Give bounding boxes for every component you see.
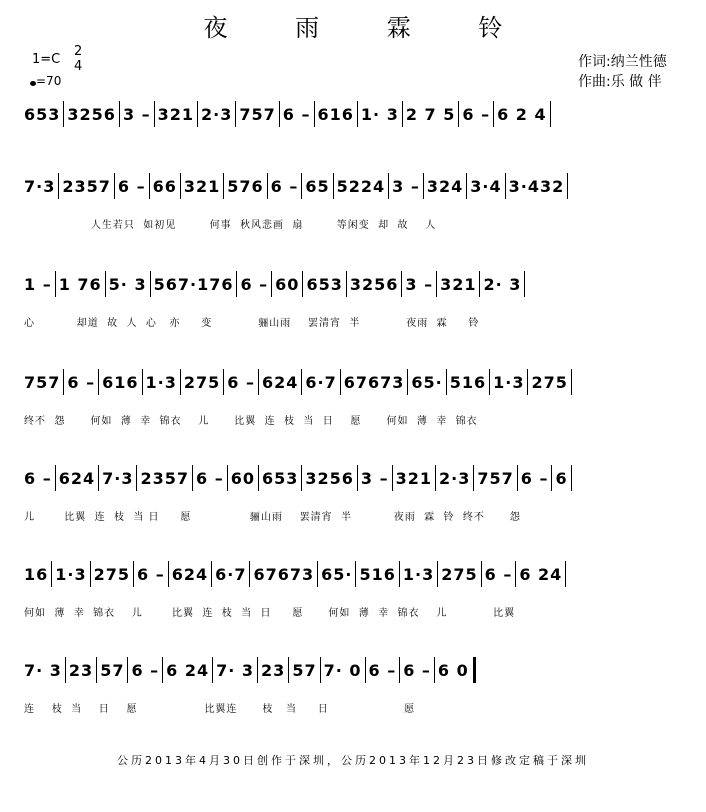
measure: 3256: [67, 104, 116, 124]
measure: 2357: [140, 468, 189, 488]
barline: [473, 465, 474, 491]
measure: 321: [183, 176, 221, 196]
measure: 624: [261, 372, 299, 392]
barline: [150, 271, 151, 297]
lyrics-line: 终不 怨 何如 薄 幸 锦衣 儿 比翼 连 枝 当 日 愿 何如 薄 幸 锦衣: [24, 416, 478, 427]
measure: 6 –: [24, 468, 52, 488]
measure: 7· 3: [24, 660, 62, 680]
barline: [98, 369, 99, 395]
measure: 3256: [305, 468, 354, 488]
measure: 6 –: [484, 564, 513, 584]
barline: [114, 173, 115, 199]
score-row: [24, 464, 684, 523]
measure: 7·3: [24, 176, 56, 196]
measure: 1·3: [55, 564, 87, 584]
key-signature: 1=C: [32, 52, 61, 67]
notation-line: [24, 560, 684, 588]
barline: [466, 173, 467, 199]
measure: 7·3: [102, 468, 134, 488]
barline: [90, 561, 91, 587]
barline: [223, 173, 224, 199]
measure: 275: [183, 372, 221, 392]
score-row: [24, 656, 684, 715]
lyrics-line: 连 枝 当 日 愿 比翼连 枝 当 日 愿: [24, 704, 416, 715]
measure: 65·: [321, 564, 353, 584]
barline: [212, 657, 213, 683]
barline: [168, 561, 169, 587]
barline: [314, 101, 315, 127]
barline: [402, 101, 403, 127]
measure: 6 –: [520, 468, 549, 488]
measure: 1·3: [145, 372, 177, 392]
lyricist: 作词:纳兰性德: [578, 54, 667, 70]
barline: [55, 271, 56, 297]
measure: 2 7 5: [405, 104, 456, 124]
barline: [571, 465, 572, 491]
barline: [423, 173, 424, 199]
barline: [63, 101, 64, 127]
barline: [473, 657, 476, 683]
barline: [388, 173, 389, 199]
measure: 1 76: [58, 274, 102, 294]
measure: 23: [68, 660, 94, 680]
barline: [301, 173, 302, 199]
barline: [149, 173, 150, 199]
time-signature: [74, 44, 82, 74]
composer: 作曲:乐 做 伴: [578, 74, 662, 90]
barline: [223, 369, 224, 395]
barline: [55, 465, 56, 491]
measure: 6 –: [368, 660, 397, 680]
measure: 624: [58, 468, 96, 488]
barline: [489, 369, 490, 395]
barline: [436, 271, 437, 297]
barline: [357, 465, 358, 491]
barline: [551, 465, 552, 491]
tempo-value: =70: [36, 74, 62, 88]
footer-note: 公历2013年4月30日创作于深圳，公历2013年12月23日修改定稿于深圳: [117, 754, 589, 767]
measure: 6 –: [117, 176, 146, 196]
barline: [302, 271, 303, 297]
barline: [98, 465, 99, 491]
measure: 7· 0: [323, 660, 362, 680]
score-row: [24, 560, 684, 619]
measure: 653: [306, 274, 343, 294]
measure: 1·3: [402, 564, 435, 584]
measure: 6 24: [519, 564, 563, 584]
barline: [267, 173, 268, 199]
measure: 275: [441, 564, 478, 584]
measure: 321: [157, 104, 195, 124]
measure: 7· 3: [216, 660, 255, 680]
measure: 6 –: [227, 372, 255, 392]
barline: [192, 465, 193, 491]
notation-line: [24, 100, 684, 128]
barline: [301, 369, 302, 395]
barline: [51, 561, 52, 587]
measure: 5· 3: [108, 274, 147, 294]
barline: [517, 465, 518, 491]
barline: [437, 561, 438, 587]
measure: 6 –: [137, 564, 165, 584]
barline: [458, 101, 459, 127]
barline: [355, 561, 356, 587]
measure: 3 –: [360, 468, 389, 488]
barline: [211, 561, 212, 587]
measure: 567·176: [153, 274, 234, 294]
barline: [279, 101, 280, 127]
barline: [481, 561, 482, 587]
barline: [333, 173, 334, 199]
barline: [505, 173, 506, 199]
notation-line: [24, 368, 684, 396]
measure: 6 –: [195, 468, 224, 488]
measure: 3256: [349, 274, 399, 294]
measure: 6 24: [166, 660, 210, 680]
notation-line: [24, 656, 684, 684]
measure: 576: [227, 176, 264, 196]
barline: [571, 369, 572, 395]
measure: 23: [261, 660, 286, 680]
barline: [346, 271, 347, 297]
notation-line: [24, 464, 684, 492]
barline: [142, 369, 143, 395]
measure: 66: [152, 176, 177, 196]
measure: 275: [531, 372, 568, 392]
measure: 275: [93, 564, 131, 584]
barline: [479, 271, 480, 297]
barline: [58, 173, 59, 199]
measure: 6 –: [131, 660, 160, 680]
barline: [96, 657, 97, 683]
notation-line: [24, 270, 684, 298]
barline: [227, 465, 228, 491]
barline: [392, 465, 393, 491]
barline: [399, 657, 400, 683]
barline: [565, 561, 566, 587]
barline: [527, 369, 528, 395]
measure: 2357: [62, 176, 111, 196]
measure: 6 –: [403, 660, 431, 680]
measure: 60: [230, 468, 255, 488]
barline: [399, 561, 400, 587]
measure: 3·4: [470, 176, 502, 196]
measure: 57: [292, 660, 317, 680]
measure: 2·3: [439, 468, 471, 488]
barline: [257, 657, 258, 683]
measure: 757: [24, 372, 61, 392]
measure: 516: [449, 372, 487, 392]
barline: [119, 101, 120, 127]
measure: 2·3: [201, 104, 233, 124]
measure: 6 2 4: [497, 104, 547, 124]
barline: [515, 561, 516, 587]
lyrics-line: 何如 薄 幸 锦衣 儿 比翼 连 枝 当 日 愿 何如 薄 幸 锦衣 儿 比翼: [24, 608, 516, 619]
barline: [567, 173, 568, 199]
barline: [493, 101, 494, 127]
measure: 57: [100, 660, 125, 680]
barline: [340, 369, 341, 395]
measure: 3 –: [122, 104, 151, 124]
measure: 6 –: [282, 104, 311, 124]
barline: [288, 657, 289, 683]
lyrics-line: 人生若只 如初见 何事 秋风悲画 扇 等闲变 却 故 人: [24, 220, 437, 231]
measure: 757: [477, 468, 514, 488]
measure: 6 –: [462, 104, 491, 124]
barline: [401, 271, 402, 297]
barline: [357, 101, 358, 127]
measure: 653: [24, 104, 61, 124]
barline: [65, 657, 66, 683]
score-row: [24, 100, 684, 140]
measure: 6·7: [305, 372, 337, 392]
measure: 616: [102, 372, 139, 392]
barline: [136, 465, 137, 491]
barline: [236, 271, 237, 297]
barline: [301, 465, 302, 491]
measure: 65·: [411, 372, 443, 392]
measure: 1· 3: [360, 104, 399, 124]
tempo-marking: [30, 74, 61, 88]
barline: [197, 101, 198, 127]
score-row: [24, 270, 684, 329]
measure: 65: [305, 176, 330, 196]
barline: [435, 465, 436, 491]
measure: 60: [275, 274, 300, 294]
measure: 616: [317, 104, 354, 124]
barline: [317, 561, 318, 587]
measure: 321: [395, 468, 432, 488]
barline: [180, 173, 181, 199]
measure: 624: [171, 564, 209, 584]
measure: 3·432: [508, 176, 565, 196]
measure: 324: [426, 176, 464, 196]
measure: 3 –: [392, 176, 420, 196]
measure: 6·7: [215, 564, 247, 584]
credits: [578, 52, 667, 92]
time-signature-bottom: 4: [74, 59, 83, 74]
measure: 1 –: [24, 274, 52, 294]
measure: 1·3: [493, 372, 525, 392]
measure: 67673: [343, 372, 405, 392]
barline: [365, 657, 366, 683]
measure: 6 0: [437, 660, 469, 680]
score-row: [24, 368, 684, 427]
barline: [550, 101, 551, 127]
barline: [133, 561, 134, 587]
measure: 6 –: [270, 176, 299, 196]
measure: 516: [359, 564, 396, 584]
measure: 321: [440, 274, 477, 294]
barline: [446, 369, 447, 395]
barline: [249, 561, 250, 587]
measure: 3 –: [405, 274, 434, 294]
barline: [162, 657, 163, 683]
measure: 6 –: [67, 372, 96, 392]
barline: [271, 271, 272, 297]
notation-line: [24, 172, 684, 200]
barline: [154, 101, 155, 127]
measure: 6 –: [240, 274, 269, 294]
page-title: 夜 雨 霖 铃: [203, 14, 533, 42]
lyrics-line: 儿 比翼 连 枝 当 日 愿 骊山雨 罢清宵 半 夜雨 霖 铃 终不 怨: [24, 512, 521, 523]
barline: [258, 465, 259, 491]
barline: [434, 657, 435, 683]
barline: [127, 657, 128, 683]
lyrics-line: 心 却道 故 人 心 亦 变 骊山雨 罢清宵 半 夜雨 霖 铃: [24, 318, 480, 329]
barline: [235, 101, 236, 127]
measure: 67673: [253, 564, 315, 584]
barline: [320, 657, 321, 683]
measure: 5224: [336, 176, 386, 196]
barline: [180, 369, 181, 395]
barline: [524, 271, 525, 297]
score-row: [24, 172, 684, 231]
barline: [407, 369, 408, 395]
time-signature-top: 2: [74, 44, 83, 59]
barline: [258, 369, 259, 395]
measure: 757: [239, 104, 276, 124]
barline: [105, 271, 106, 297]
measure: 653: [261, 468, 299, 488]
measure: 2· 3: [483, 274, 522, 294]
barline: [63, 369, 64, 395]
measure: 16: [24, 564, 49, 584]
measure: 6: [555, 468, 568, 488]
